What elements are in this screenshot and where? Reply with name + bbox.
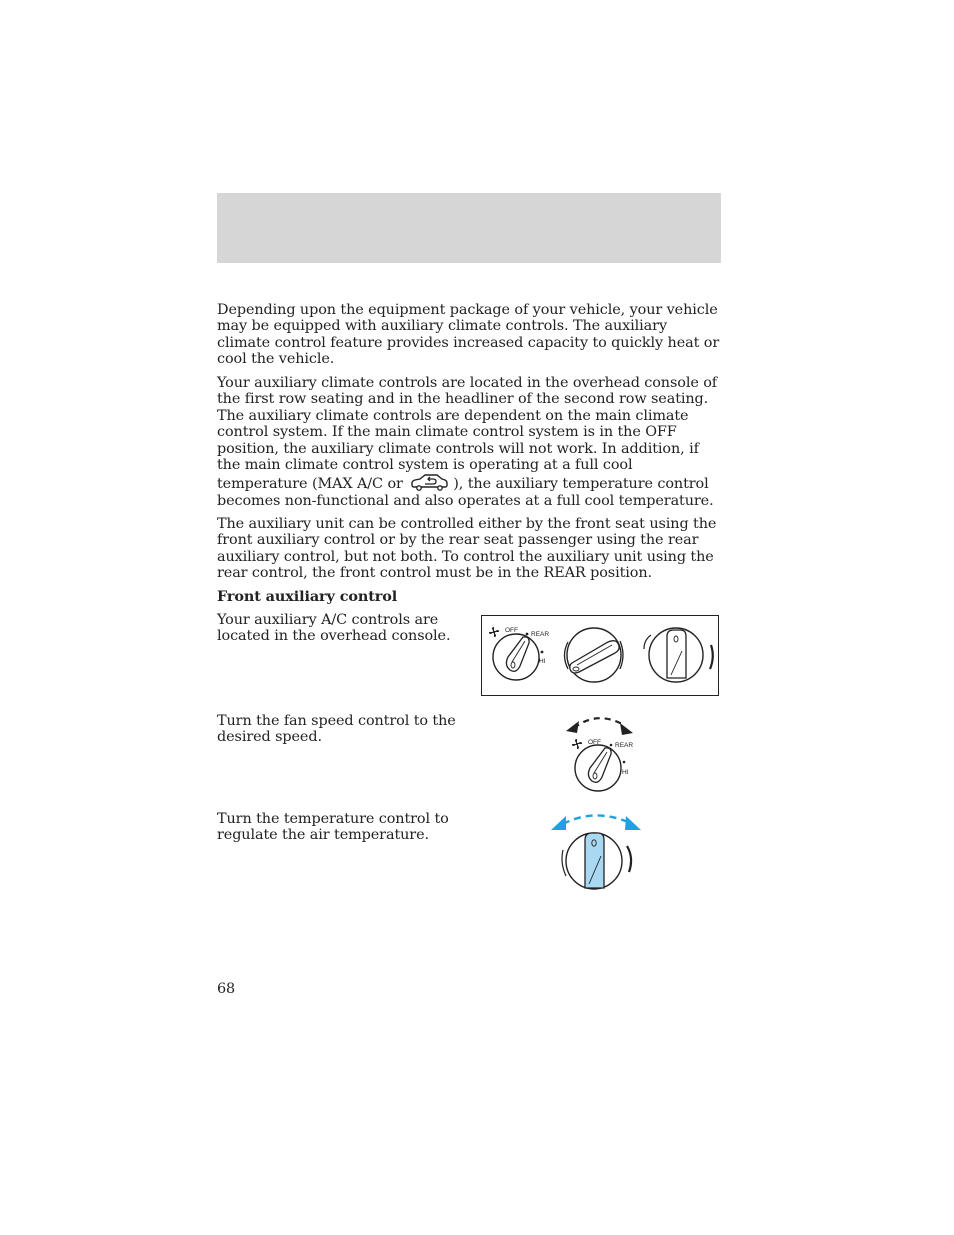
temperature-diagram	[546, 810, 646, 895]
knob-label-rear: REAR	[615, 742, 634, 749]
overhead-control-panel	[481, 615, 719, 696]
paragraph-main-climate-text-1: Your auxiliary climate controls are located in the overhead console of the first row seating and in the headliner of the second row seating. The auxiliary climate controls are dependent on the main climate control system. If the main climate control system is in the OFF position, the auxiliary climate controls will not work. In addition, if the main climate control system is operating at a full cool temperature (MAX A/C or	[217, 375, 718, 493]
fan-speed-instruction: Turn the fan speed control to the desired speed.	[217, 713, 456, 746]
paragraph-main-climate-text-2: ), the auxiliary temperature control becomes non-functional and also operates at a full cool temperature.	[217, 476, 714, 509]
header-band	[217, 193, 721, 263]
rotate-arrows-icon	[566, 718, 633, 735]
knob-label-hi: HI	[622, 769, 629, 776]
fan-icon	[572, 739, 582, 749]
paragraph-intro: Depending upon the equipment package of your vehicle, your vehicle may be equipped with auxiliary climate controls. The auxiliary climate control feature provides increased capacity to quickly heat or cool the vehicle.	[217, 302, 720, 368]
fan-speed-knob[interactable]	[489, 627, 549, 680]
recirculation-icon	[409, 473, 449, 489]
knob-label-off: OFF	[505, 627, 518, 634]
fan-icon	[489, 627, 499, 637]
mode-knob[interactable]	[565, 628, 624, 682]
knob-label-hi: HI	[539, 658, 546, 665]
page-number: 68	[217, 981, 236, 997]
knob-label-off: OFF	[588, 739, 601, 746]
temperature-knob[interactable]	[644, 628, 713, 682]
temperature-instruction: Turn the temperature control to regulate the air temperature.	[217, 811, 449, 844]
intro-text: Your auxiliary A/C controls are located in the overhead console.	[217, 612, 451, 645]
fan-speed-diagram	[560, 713, 650, 798]
paragraph-main-climate	[217, 375, 721, 509]
knob-label-rear: REAR	[531, 631, 550, 638]
section-heading: Front auxiliary control	[217, 588, 398, 605]
paragraph-front-rear: The auxiliary unit can be controlled either by the front seat using the front auxiliary control or by the rear seat passenger using the rear auxiliary control, but not both. To control the auxiliary unit using the rear control, the front control must be in the REAR position.	[217, 516, 717, 582]
rotate-arrows-icon	[551, 815, 641, 830]
